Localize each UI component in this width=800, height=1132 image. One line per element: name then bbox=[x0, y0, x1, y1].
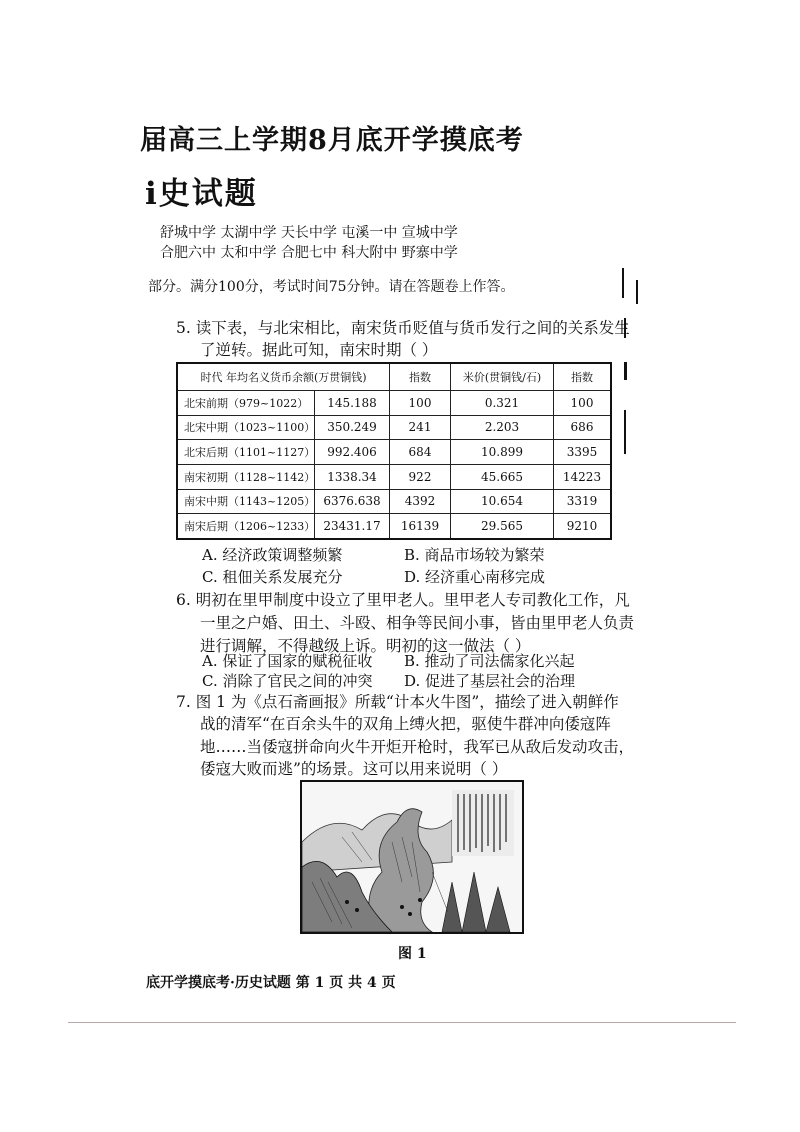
q6-stem-line1: 6. 明初在里甲制度中设立了里甲老人。里甲老人专司教化工作，凡 bbox=[176, 591, 630, 609]
table-cell: 北宋后期（1101~1127） bbox=[177, 440, 315, 465]
table-header-cell: 时代 年均名义货币余额(万贯铜钱) bbox=[177, 363, 390, 391]
table-header-cell: 指数 bbox=[390, 363, 451, 391]
figure-caption: 图 1 bbox=[398, 946, 427, 962]
schools-row-2: 合肥六中 太和中学 合肥七中 科大附中 野寨中学 bbox=[160, 245, 458, 261]
page-bottom-rule bbox=[68, 1022, 736, 1023]
table-row bbox=[177, 489, 611, 514]
table-cell: 10.654 bbox=[451, 489, 554, 514]
table-cell: 2.203 bbox=[451, 415, 554, 440]
table-cell: 6376.638 bbox=[315, 489, 390, 514]
table-row bbox=[177, 440, 611, 465]
table-row bbox=[177, 464, 611, 489]
scan-edge-mark bbox=[624, 410, 626, 454]
table-cell: 1338.34 bbox=[315, 464, 390, 489]
table-row bbox=[177, 391, 611, 416]
q7-stem-line3: 地……当倭寇拼命向火牛开炬开枪时，我军已从敌后发动攻击， bbox=[200, 738, 635, 756]
table-cell: 23431.17 bbox=[315, 514, 390, 539]
q6-option-a: A. 保证了国家的赋税征收 bbox=[202, 652, 373, 670]
currency-table bbox=[176, 362, 612, 540]
q6-option-c: C. 消除了官民之间的冲突 bbox=[202, 672, 373, 690]
q5-stem-line1: 5. 读下表，与北宋相比，南宋货币贬值与货币发行之间的关系发生 bbox=[176, 319, 630, 337]
q6-stem-line3: 进行调解，不得越级上诉。明初的这一做法（ ） bbox=[200, 637, 531, 655]
table-cell: 16139 bbox=[390, 514, 451, 539]
q6-option-b: B. 推动了司法儒家化兴起 bbox=[404, 652, 575, 670]
table-cell: 992.406 bbox=[315, 440, 390, 465]
table-cell: 684 bbox=[390, 440, 451, 465]
table-cell: 南宋后期（1206~1233） bbox=[177, 514, 315, 539]
q7-stem-line1: 7. 图 1 为《点石斋画报》所载“计本火牛图”，描绘了进入朝鲜作 bbox=[176, 693, 619, 711]
exam-note: 部分。满分100分，考试时间75分钟。请在答题卷上作答。 bbox=[148, 279, 515, 295]
exam-title-line2: i史试题 bbox=[145, 176, 258, 212]
q7-stem-line2: 战的清军“在百余头牛的双角上缚火把，驱使牛群冲向倭寇阵 bbox=[200, 715, 611, 733]
q7-stem-line4: 倭寇大败而逃”的场景。这可以用来说明（ ） bbox=[200, 760, 508, 778]
q5-stem-line2: 了逆转。据此可知，南宋时期（ ） bbox=[200, 341, 438, 359]
table-cell: 0.321 bbox=[451, 391, 554, 416]
table-cell: 145.188 bbox=[315, 391, 390, 416]
table-row bbox=[177, 415, 611, 440]
schools-row-1: 舒城中学 太湖中学 天长中学 屯溪一中 宣城中学 bbox=[160, 225, 458, 241]
table-cell: 南宋中期（1143~1205） bbox=[177, 489, 315, 514]
page-footer: 底开学摸底考·历史试题 第 1 页 共 4 页 bbox=[146, 975, 396, 991]
table-cell: 29.565 bbox=[451, 514, 554, 539]
table-cell: 4392 bbox=[390, 489, 451, 514]
table-header-cell: 米价(贯铜钱/石) bbox=[451, 363, 554, 391]
table-cell: 14223 bbox=[554, 464, 612, 489]
table-cell: 241 bbox=[390, 415, 451, 440]
table-cell: 10.899 bbox=[451, 440, 554, 465]
q5-option-b: B. 商品市场较为繁荣 bbox=[404, 546, 545, 564]
table-cell: 3319 bbox=[554, 489, 612, 514]
table-row bbox=[177, 514, 611, 539]
table-header-row bbox=[177, 363, 611, 391]
q5-option-d: D. 经济重心南移完成 bbox=[404, 568, 546, 586]
table-cell: 3395 bbox=[554, 440, 612, 465]
table-cell: 9210 bbox=[554, 514, 612, 539]
scan-edge-mark bbox=[636, 280, 638, 304]
table-cell: 686 bbox=[554, 415, 612, 440]
table-cell: 100 bbox=[554, 391, 612, 416]
scan-edge-mark bbox=[624, 362, 627, 380]
table-cell: 922 bbox=[390, 464, 451, 489]
exam-title-line1: 届高三上学期8月底开学摸底考 bbox=[140, 125, 524, 156]
table-cell: 100 bbox=[390, 391, 451, 416]
fire-ox-illustration bbox=[300, 780, 524, 934]
q5-option-a: A. 经济政策调整频繁 bbox=[202, 546, 343, 564]
table-cell: 北宋前期（979~1022） bbox=[177, 391, 315, 416]
table-cell: 北宋中期（1023~1100） bbox=[177, 415, 315, 440]
q6-option-d: D. 促进了基层社会的治理 bbox=[404, 672, 576, 690]
table-header-cell: 指数 bbox=[554, 363, 612, 391]
table-cell: 45.665 bbox=[451, 464, 554, 489]
q6-stem-line2: 一里之户婚、田土、斗殴、相争等民间小事，皆由里甲老人负责 bbox=[200, 614, 635, 632]
q5-option-c: C. 租佃关系发展充分 bbox=[202, 568, 343, 586]
table-cell: 南宋初期（1128~1142） bbox=[177, 464, 315, 489]
scan-edge-mark bbox=[622, 268, 624, 298]
table-cell: 350.249 bbox=[315, 415, 390, 440]
